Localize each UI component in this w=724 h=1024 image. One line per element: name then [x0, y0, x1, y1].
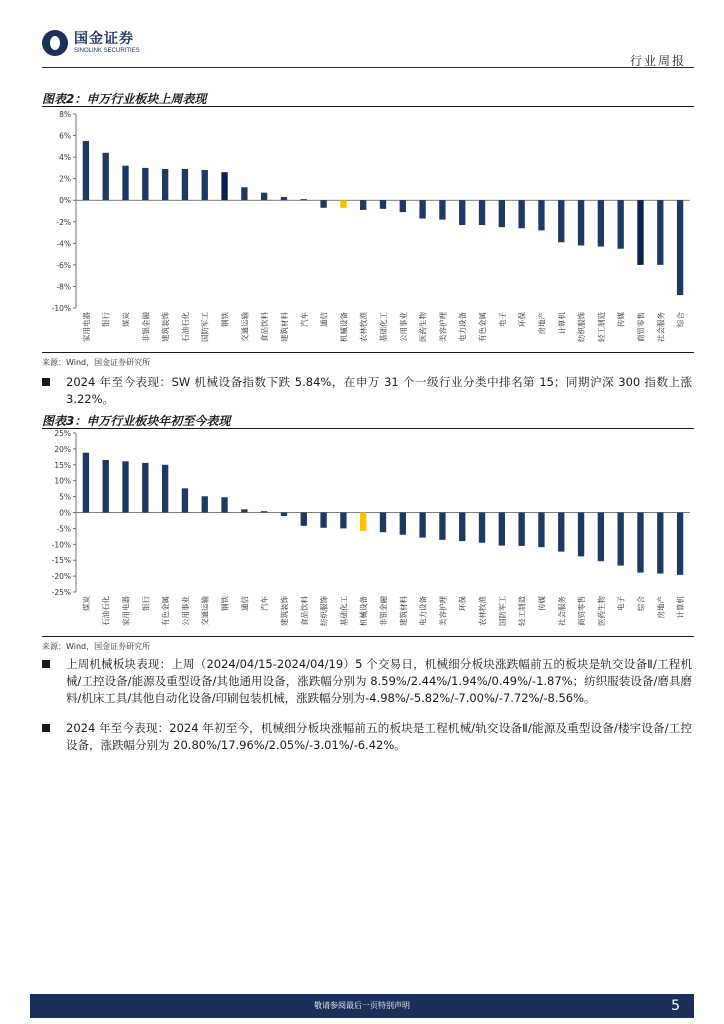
bullet-icon — [42, 660, 50, 668]
x-tick-label: 建筑装饰 — [161, 312, 171, 342]
x-tick-label: 轻工制造 — [517, 596, 527, 626]
bar — [320, 200, 326, 208]
x-tick-label: 非银金融 — [141, 312, 151, 342]
bar — [637, 513, 643, 573]
x-tick-label: 公用事业 — [180, 596, 190, 626]
x-tick-label: 有色金属 — [161, 596, 171, 626]
y-tick-label: -10% — [51, 540, 71, 550]
bar — [558, 200, 564, 242]
bar — [518, 200, 524, 228]
x-tick-label: 电力设备 — [418, 596, 428, 626]
x-tick-label: 国防军工 — [497, 596, 507, 626]
x-tick-label: 电力设备 — [458, 312, 468, 342]
x-tick-label: 农林牧渔 — [478, 596, 488, 626]
bar — [202, 170, 208, 200]
x-tick-label: 汽车 — [260, 596, 270, 611]
x-tick-label: 医药生物 — [418, 312, 428, 342]
bar — [261, 193, 267, 201]
bar — [538, 200, 544, 230]
x-tick-label: 钢铁 — [220, 312, 230, 327]
bar — [657, 200, 663, 265]
bar — [637, 200, 643, 265]
header-divider — [42, 67, 694, 68]
bar — [221, 172, 227, 200]
figure2-title: 图表2：申万行业板块上周表现 — [42, 92, 207, 106]
x-tick-label: 家用电器 — [121, 596, 131, 626]
bar — [162, 169, 168, 200]
x-tick-label: 计算机 — [557, 312, 567, 335]
bar — [122, 166, 128, 200]
x-tick-label: 钢铁 — [220, 596, 230, 611]
brand-logo — [42, 30, 140, 56]
figure3-source: 来源：Wind，国金证券研究所 — [42, 642, 151, 651]
x-tick-label: 汽车 — [299, 312, 309, 327]
bar — [677, 513, 683, 575]
bar — [538, 513, 544, 548]
bar — [320, 513, 326, 528]
report-type: 行业周报 — [629, 54, 686, 68]
x-tick-label: 传媒 — [537, 596, 547, 611]
bar — [182, 488, 188, 512]
bar — [380, 200, 386, 209]
bar — [400, 513, 406, 535]
bar — [657, 513, 663, 574]
bar — [83, 453, 89, 513]
paragraph-ytd-machinery: 2024 年至今表现：2024 年初至今，机械细分板块涨幅前五的板块是工程机械/轨交设备Ⅱ/能源及重型设备/楼宇设备/工控设备，涨跌幅分别为 20.80%/17.96%/2.05%/-3.01%/-6.42%。 — [42, 720, 692, 754]
y-tick-label: -20% — [51, 572, 71, 582]
x-tick-label: 综合 — [636, 596, 646, 611]
x-tick-label: 交通运输 — [200, 596, 210, 626]
x-tick-label: 医药生物 — [596, 596, 606, 626]
x-tick-label: 纺织服饰 — [319, 596, 329, 626]
y-tick-label: -4% — [56, 239, 71, 249]
bar — [677, 200, 683, 295]
bar — [301, 199, 307, 200]
y-tick-label: -25% — [51, 588, 71, 597]
bar — [439, 200, 445, 219]
x-tick-label: 基础化工 — [339, 596, 349, 626]
x-tick-label: 石油石化 — [180, 312, 190, 342]
page-number: 5 — [671, 998, 680, 1014]
x-tick-label: 环保 — [458, 596, 468, 611]
x-tick-label: 商贸零售 — [636, 312, 646, 342]
figure3-top-rule — [42, 428, 694, 429]
bar — [103, 460, 109, 512]
bar — [459, 200, 465, 225]
x-tick-label: 计算机 — [676, 596, 686, 619]
bar — [221, 497, 227, 512]
x-tick-label: 通信 — [319, 312, 329, 327]
x-tick-label: 纺织服饰 — [577, 312, 587, 342]
x-tick-label: 美容护理 — [438, 312, 448, 342]
y-tick-label: 25% — [54, 430, 71, 438]
x-tick-label: 食品饮料 — [299, 596, 309, 626]
bar — [360, 513, 366, 531]
x-tick-label: 社会服务 — [656, 312, 666, 342]
x-tick-label: 建筑材料 — [398, 596, 408, 626]
bar — [202, 496, 208, 512]
figure3-bottom-rule — [42, 636, 694, 637]
bar — [182, 169, 188, 200]
x-tick-label: 银行 — [141, 596, 151, 611]
y-tick-label: 20% — [54, 444, 71, 454]
bar — [578, 513, 584, 557]
bar — [479, 513, 485, 543]
bar — [103, 153, 109, 200]
bar — [479, 200, 485, 225]
chart-ytd-performance — [42, 430, 694, 635]
x-tick-label: 机械设备 — [359, 596, 369, 626]
x-tick-label: 煤炭 — [81, 596, 91, 611]
x-tick-label: 美容护理 — [438, 596, 448, 626]
bar — [340, 513, 346, 529]
x-tick-label: 建筑装饰 — [279, 596, 289, 626]
page-header — [0, 0, 724, 70]
y-tick-label: 4% — [59, 153, 71, 163]
y-tick-label: 2% — [59, 174, 71, 184]
bar — [419, 513, 425, 538]
y-tick-label: 0% — [59, 196, 71, 206]
y-tick-label: -6% — [56, 260, 71, 270]
bar — [241, 187, 247, 200]
bar — [558, 513, 564, 552]
chart-weekly-performance — [42, 108, 694, 351]
y-tick-label: 8% — [59, 110, 71, 119]
x-tick-label: 环保 — [517, 312, 527, 327]
x-tick-label: 交通运输 — [240, 312, 250, 342]
bar — [419, 200, 425, 218]
y-tick-label: -8% — [56, 282, 71, 292]
bar — [261, 511, 267, 512]
x-tick-label: 国防军工 — [200, 312, 210, 342]
footer-disclaimer: 敬请参阅最后一页特别声明 — [314, 1001, 410, 1010]
y-tick-label: -2% — [56, 217, 71, 227]
bar — [439, 513, 445, 540]
bar — [598, 513, 604, 562]
paragraph-ytd-summary: 2024 年至今表现：SW 机械设备指数下跌 5.84%，在申万 31 个一级行业分类中排名第 15；同期沪深 300 指数上涨 3.22%。 — [42, 374, 692, 408]
figure3-title: 图表3：申万行业板块年初至今表现 — [42, 414, 231, 428]
y-tick-label: 15% — [54, 460, 71, 470]
y-tick-label: -10% — [51, 304, 71, 313]
figure2-top-rule — [42, 106, 694, 107]
bar — [301, 513, 307, 526]
x-tick-label: 建筑材料 — [279, 312, 289, 342]
bar — [360, 200, 366, 210]
bar — [499, 513, 505, 546]
bar — [459, 513, 465, 542]
x-tick-label: 家用电器 — [81, 312, 91, 342]
x-tick-label: 商贸零售 — [577, 596, 587, 626]
bar — [380, 513, 386, 533]
bar — [578, 200, 584, 245]
paragraph-weekly-machinery: 上周机械板块表现：上周（2024/04/15-2024/04/19）5 个交易日，机械细分板块涨跌幅前五的板块是轨交设备Ⅱ/工程机械/工控设备/能源及重型设备/其他通用设备，涨跌幅分别为 8.59%/2.44%/1.94%/0.49%/-1.87%；纺织服装设备/磨具磨料/机床工具/其他自动化设备/印刷包装机械，涨跌幅分别为-4.98%/-5.82%/-7.00%/-7.72%/-8.56%。 — [42, 656, 692, 707]
brand-name-en: SINOLINK SECURITIES — [74, 48, 140, 54]
bar — [618, 513, 624, 566]
brand-name-cn: 国金证券 — [74, 31, 134, 47]
figure2-bottom-rule — [42, 352, 694, 353]
x-tick-label: 通信 — [240, 596, 250, 611]
bar — [400, 200, 406, 212]
bar — [241, 509, 247, 512]
x-tick-label: 电子 — [616, 596, 626, 611]
x-tick-label: 公用事业 — [398, 312, 408, 342]
x-tick-label: 房地产 — [537, 312, 547, 335]
bar — [83, 141, 89, 200]
x-tick-label: 电子 — [497, 312, 507, 327]
bar — [340, 200, 346, 208]
x-tick-label: 房地产 — [656, 596, 666, 619]
bar — [281, 197, 287, 200]
y-tick-label: -5% — [56, 524, 71, 534]
y-tick-label: 0% — [59, 508, 71, 518]
y-tick-label: 6% — [59, 131, 71, 141]
figure2-source: 来源：Wind，国金证券研究所 — [42, 358, 151, 367]
x-tick-label: 综合 — [676, 312, 686, 327]
bar — [122, 461, 128, 512]
y-tick-label: 10% — [54, 476, 71, 486]
bar — [499, 200, 505, 227]
x-tick-label: 农林牧渔 — [359, 312, 369, 342]
x-tick-label: 机械设备 — [339, 312, 349, 342]
x-tick-label: 有色金属 — [478, 312, 488, 342]
x-tick-label: 传媒 — [616, 312, 626, 327]
x-tick-label: 食品饮料 — [260, 312, 270, 342]
x-tick-label: 基础化工 — [379, 312, 388, 342]
bar — [618, 200, 624, 249]
bar — [162, 465, 168, 513]
bar — [281, 513, 287, 516]
x-tick-label: 非银金融 — [379, 596, 388, 626]
logo-icon — [42, 30, 68, 56]
x-tick-label: 煤炭 — [121, 312, 131, 327]
bullet-icon — [42, 724, 50, 732]
x-tick-label: 石油石化 — [101, 596, 111, 626]
x-tick-label: 银行 — [101, 312, 111, 327]
y-tick-label: -15% — [51, 556, 71, 566]
bar — [142, 463, 148, 513]
bar — [142, 168, 148, 200]
x-tick-label: 轻工制造 — [596, 312, 606, 342]
bar — [518, 513, 524, 546]
bar — [598, 200, 604, 246]
y-tick-label: 5% — [59, 492, 71, 502]
bullet-icon — [42, 378, 50, 386]
x-tick-label: 社会服务 — [557, 596, 567, 626]
page-footer — [30, 994, 694, 1018]
